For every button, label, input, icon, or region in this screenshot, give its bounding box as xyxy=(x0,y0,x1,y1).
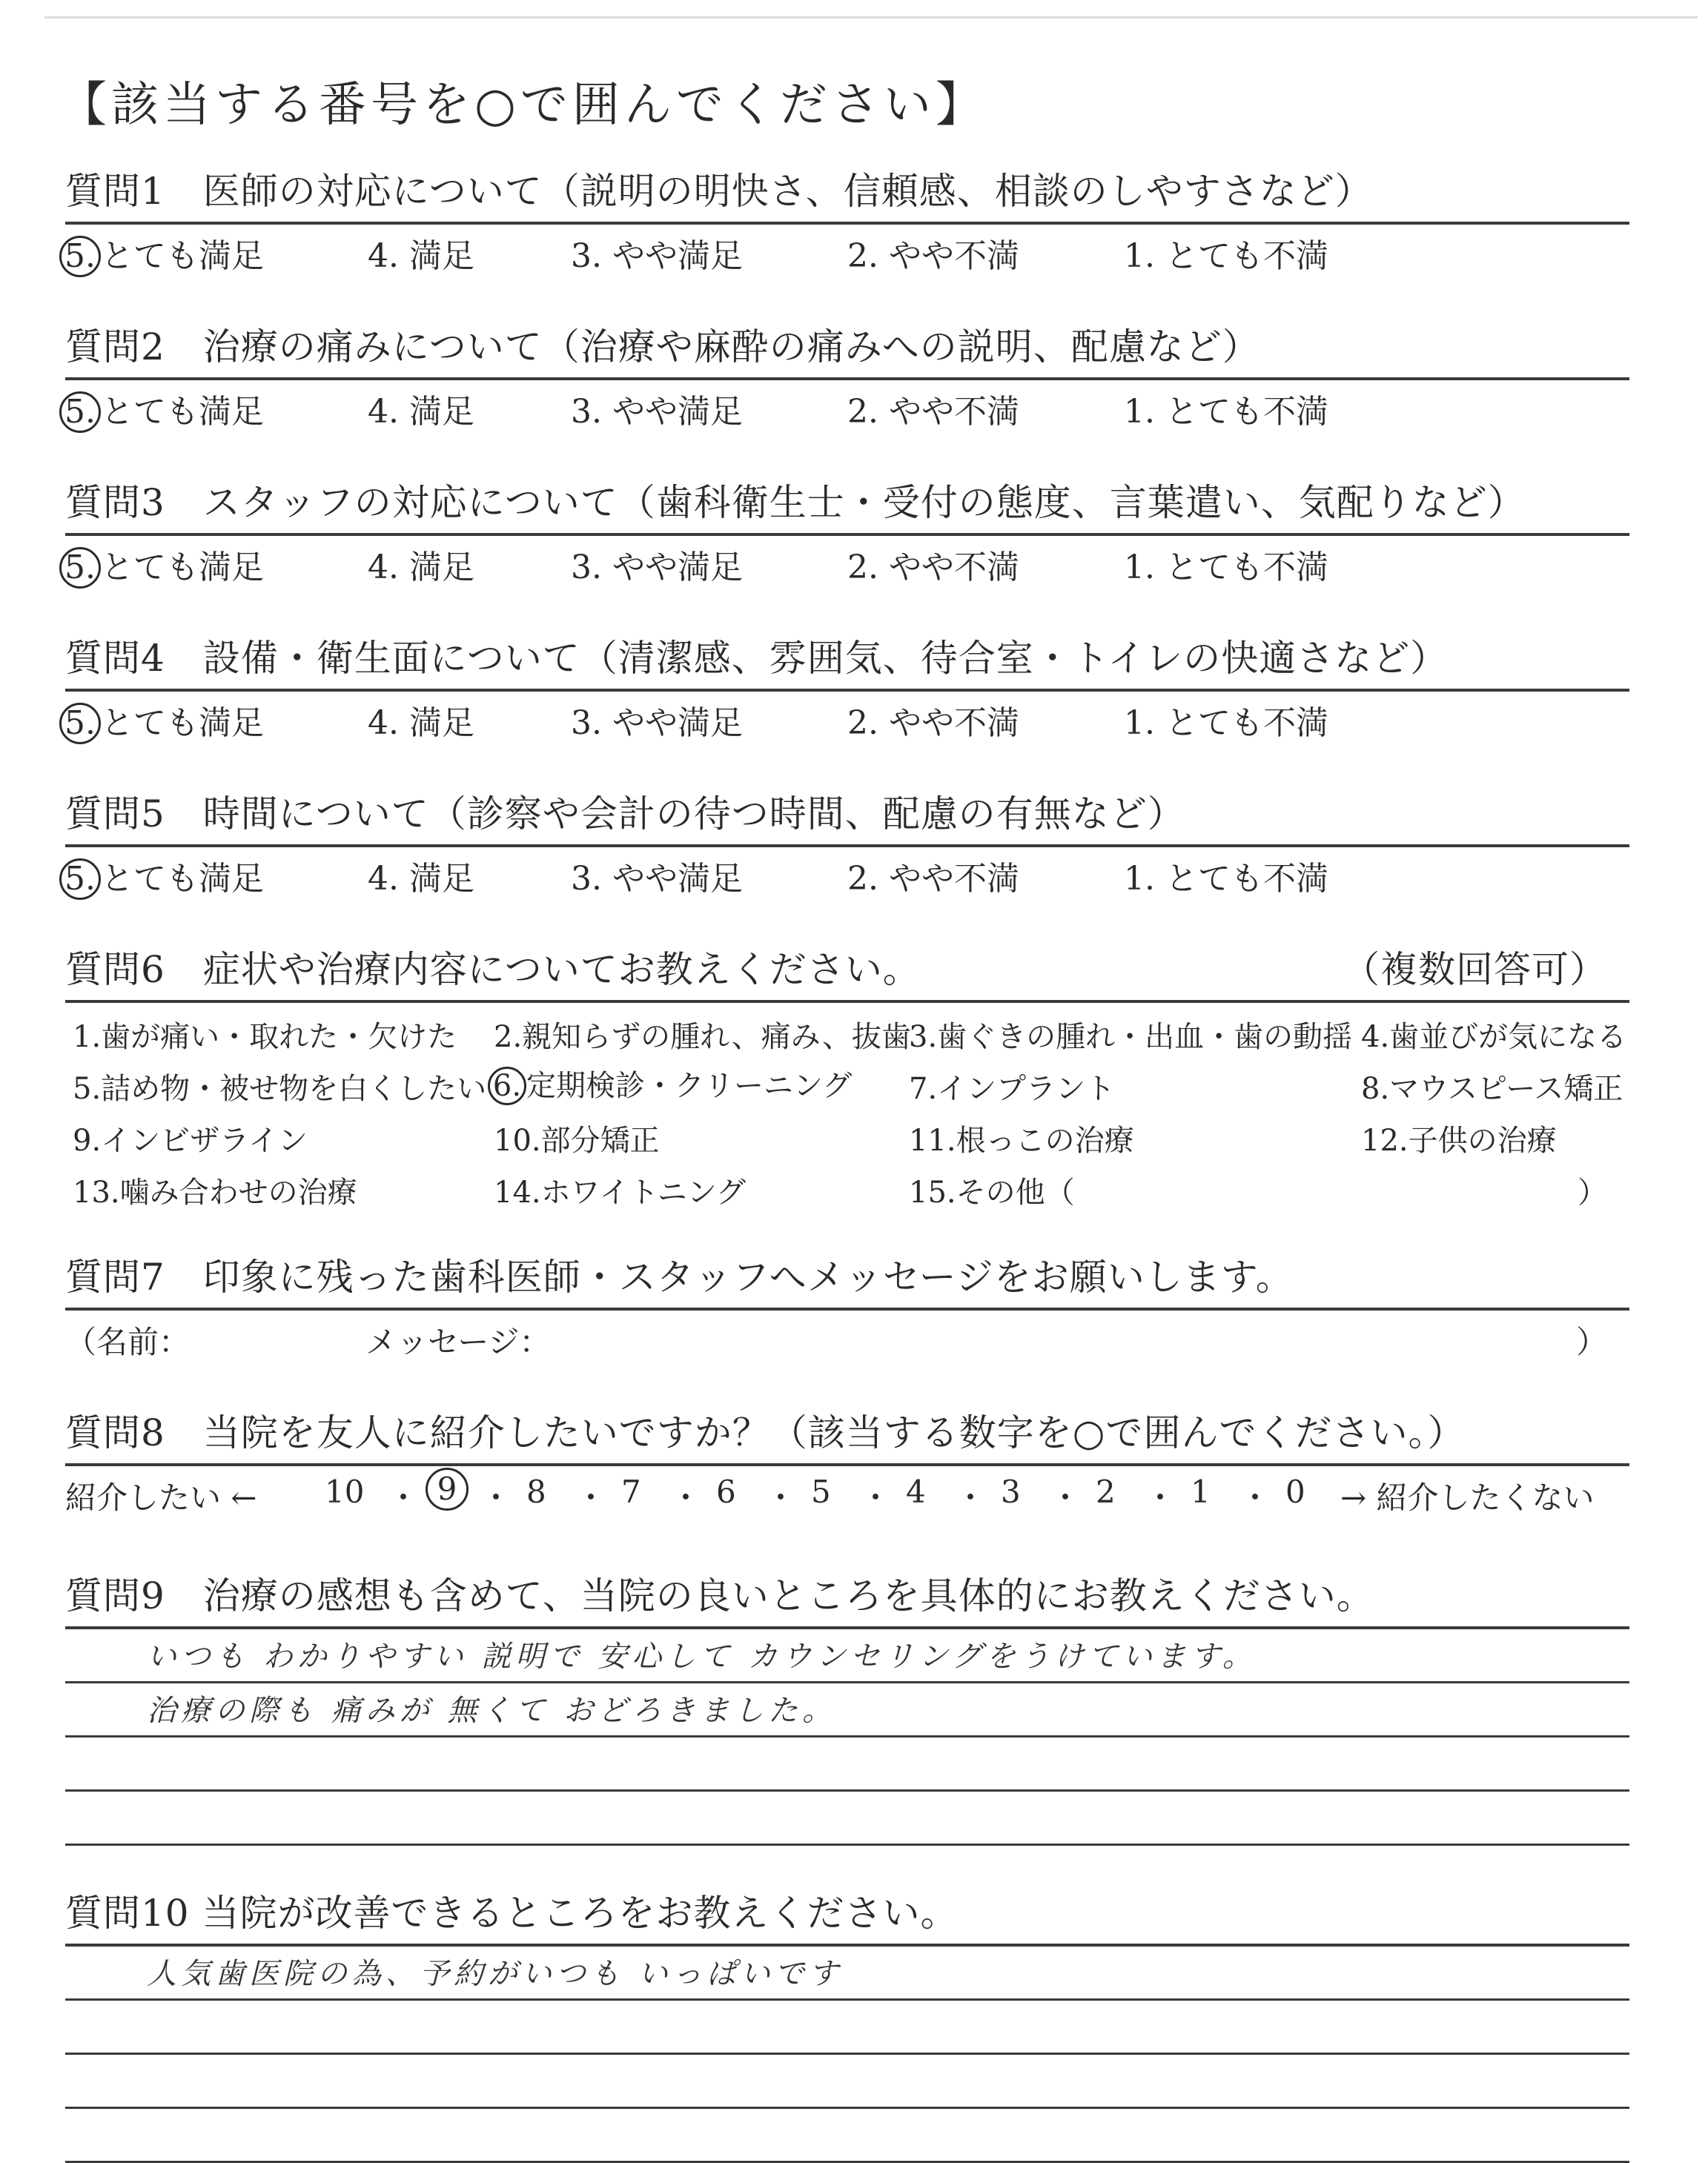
rating-option-5[interactable]: 5. とても満足 xyxy=(65,852,264,900)
symptom-option[interactable]: 3.歯ぐきの腫れ・出血・歯の動揺 xyxy=(909,1020,1353,1054)
rating-option-3[interactable]: 3. やや満足 xyxy=(571,237,743,275)
scale-left-label: 紹介したい ← xyxy=(65,1480,257,1516)
rating-option-4[interactable]: 4. 満足 xyxy=(368,237,474,275)
scale-dot: ・ xyxy=(1239,1480,1271,1516)
handwritten-answer: いつも わかりやすい 説明で 安心して カウンセリングをうけています。 xyxy=(147,1640,1257,1674)
rating-option-2[interactable]: 2. やや不満 xyxy=(847,393,1019,431)
symptom-option[interactable]: 9.インビザライン xyxy=(73,1124,308,1158)
symptom-option[interactable]: 12.子供の治療 xyxy=(1361,1124,1557,1158)
rating-option-2[interactable]: 2. やや不満 xyxy=(847,237,1019,275)
scale-dot: ・ xyxy=(575,1480,607,1516)
message-row xyxy=(65,1311,1629,1360)
rating-option-2[interactable]: 2. やや不満 xyxy=(847,549,1019,586)
question-8 xyxy=(65,1408,1629,1516)
message-close-paren: ） xyxy=(1575,1324,1607,1360)
rating-option-2[interactable]: 2. やや不満 xyxy=(847,704,1019,742)
rating-option-1[interactable]: 1. とても不満 xyxy=(1124,549,1328,586)
question-title: 質問8 当院を友人に紹介したいですか？（該当する数字を○で囲んでください。） xyxy=(65,1411,1466,1454)
top-edge-line xyxy=(44,16,1698,19)
question-9 xyxy=(65,1571,1629,1846)
rating-options xyxy=(64,225,1629,275)
rating-option-1[interactable]: 1. とても不満 xyxy=(1124,237,1328,275)
scale-value-10[interactable]: 10 xyxy=(325,1474,365,1510)
question-title: 質問4 設備・衛生面について（清潔感、雰囲気、待合室・トイレの快適さなど） xyxy=(65,637,1449,680)
symptom-option[interactable]: 13.噛み合わせの治療 xyxy=(73,1176,357,1210)
symptom-option[interactable]: 1.歯が痛い・取れた・欠けた xyxy=(73,1020,457,1054)
scale-dot: ・ xyxy=(955,1480,987,1516)
answer-line[interactable] xyxy=(65,2001,1629,2055)
symptom-option[interactable]: 7.インプラント xyxy=(909,1072,1116,1106)
rating-option-3[interactable]: 3. やや満足 xyxy=(571,549,743,586)
answer-lines xyxy=(65,1947,1629,2163)
answer-line[interactable] xyxy=(65,1738,1629,1792)
rating-option-5[interactable]: 5. とても満足 xyxy=(65,385,264,433)
symptom-option[interactable]: 5.詰め物・被せ物を白くしたい xyxy=(73,1072,487,1106)
rating-option-4[interactable]: 4. 満足 xyxy=(368,549,474,586)
rating-options xyxy=(64,380,1629,431)
question-1 xyxy=(64,167,1629,275)
question-title: 質問9 治療の感想も含めて、当院の良いところを具体的にお教えください。 xyxy=(65,1574,1374,1617)
rating-option-5[interactable]: 5. とても満足 xyxy=(65,540,264,589)
rating-option-1[interactable]: 1. とても不満 xyxy=(1124,860,1328,898)
symptom-option[interactable]: 8.マウスピース矯正 xyxy=(1361,1072,1623,1106)
scale-value-6[interactable]: 6 xyxy=(716,1474,736,1510)
symptom-option[interactable]: 2.親知らずの腫れ、痛み、抜歯 xyxy=(494,1020,911,1054)
answer-line[interactable] xyxy=(65,1792,1629,1846)
other-close-paren: ） xyxy=(1578,1176,1607,1210)
question-title: 質問3 スタッフの対応について（歯科衛生士・受付の態度、言葉遣い、気配りなど） xyxy=(65,481,1526,524)
question-title: 質問5 時間について（診察や会計の待つ時間、配慮の有無など） xyxy=(65,792,1185,835)
symptom-option[interactable]: 14.ホワイトニング xyxy=(494,1176,747,1210)
scale-value-7[interactable]: 7 xyxy=(621,1474,641,1510)
multiple-answers-note: （複数回答可） xyxy=(1343,948,1607,991)
answer-line[interactable] xyxy=(65,2055,1629,2109)
scale-dot: ・ xyxy=(765,1480,797,1516)
rating-options xyxy=(64,692,1629,742)
symptom-option[interactable]: 11.根っこの治療 xyxy=(909,1124,1134,1158)
page-header: 【該当する番号を○で囲んでください】 xyxy=(59,78,987,133)
answer-line[interactable] xyxy=(65,1629,1629,1683)
recommend-scale xyxy=(65,1466,1629,1516)
scale-value-9-selected[interactable]: 9 xyxy=(426,1468,469,1511)
scale-dot: ・ xyxy=(1050,1480,1082,1516)
scale-dot: ・ xyxy=(670,1480,702,1516)
symptom-option[interactable]: 10.部分矯正 xyxy=(494,1124,660,1158)
rating-option-3[interactable]: 3. やや満足 xyxy=(571,704,743,742)
rating-option-3[interactable]: 3. やや満足 xyxy=(571,860,743,898)
scale-value-2[interactable]: 2 xyxy=(1096,1474,1116,1510)
question-2 xyxy=(64,322,1629,431)
rating-option-5[interactable]: 5. とても満足 xyxy=(65,229,264,277)
scale-dot: ・ xyxy=(860,1480,892,1516)
name-label: （名前： xyxy=(65,1324,191,1360)
rating-option-2[interactable]: 2. やや不満 xyxy=(847,860,1019,898)
handwritten-answer: 治療の際も 痛みが 無くて おどろきました。 xyxy=(147,1694,837,1728)
scale-dot: ・ xyxy=(388,1480,420,1516)
rating-option-5[interactable]: 5. とても満足 xyxy=(65,696,264,744)
scale-value-4[interactable]: 4 xyxy=(906,1474,926,1510)
rating-options xyxy=(64,847,1629,898)
answer-line[interactable] xyxy=(65,1947,1629,2001)
scale-right-label: → 紹介したくない xyxy=(1340,1480,1595,1516)
answer-lines xyxy=(65,1629,1629,1846)
rating-option-4[interactable]: 4. 満足 xyxy=(368,704,474,742)
question-title: 質問1 医師の対応について（説明の明快さ、信頼感、相談のしやすさなど） xyxy=(65,170,1373,213)
question-title: 質問10 当院が改善できるところをお教えください。 xyxy=(65,1892,959,1935)
rating-option-1[interactable]: 1. とても不満 xyxy=(1124,393,1328,431)
scale-value-1[interactable]: 1 xyxy=(1191,1474,1211,1510)
question-title: 質問6 症状や治療内容についてお教えください。 （複数回答可） xyxy=(65,945,1629,994)
question-6 xyxy=(65,945,1629,1218)
question-title: 質問2 治療の痛みについて（治療や麻酔の痛みへの説明、配慮など） xyxy=(65,325,1260,368)
rating-option-4[interactable]: 4. 満足 xyxy=(368,860,474,898)
question-5 xyxy=(64,789,1629,898)
question-3 xyxy=(64,478,1629,586)
answer-line[interactable] xyxy=(65,1683,1629,1738)
scale-value-0[interactable]: 0 xyxy=(1285,1474,1305,1510)
message-label: メッセージ： xyxy=(365,1324,551,1360)
scale-dot: ・ xyxy=(1145,1480,1176,1516)
scale-value-5[interactable]: 5 xyxy=(811,1474,831,1510)
rating-option-3[interactable]: 3. やや満足 xyxy=(571,393,743,431)
scale-value-3[interactable]: 3 xyxy=(1001,1474,1021,1510)
handwritten-answer: 人気歯医院の為、予約がいつも いっぱいです xyxy=(147,1957,843,1991)
symptom-option[interactable]: 4.歯並びが気になる xyxy=(1361,1020,1627,1054)
rating-option-1[interactable]: 1. とても不満 xyxy=(1124,704,1328,742)
rating-options xyxy=(64,536,1629,586)
question-title: 質問7 印象に残った歯科医師・スタッフへメッセージをお願いします。 xyxy=(65,1256,1294,1299)
rating-option-4[interactable]: 4. 満足 xyxy=(368,393,474,431)
answer-line[interactable] xyxy=(65,2109,1629,2163)
question-10 xyxy=(65,1889,1629,2163)
scale-value-8[interactable]: 8 xyxy=(526,1474,546,1510)
question-7 xyxy=(65,1253,1629,1360)
scale-dot: ・ xyxy=(480,1480,512,1516)
symptom-option-other[interactable]: 15.その他（ xyxy=(909,1176,1075,1210)
question-4 xyxy=(64,634,1629,742)
symptom-options xyxy=(65,1003,1629,1218)
symptom-option-selected[interactable]: 6. 定期検診・クリーニング xyxy=(494,1062,852,1105)
